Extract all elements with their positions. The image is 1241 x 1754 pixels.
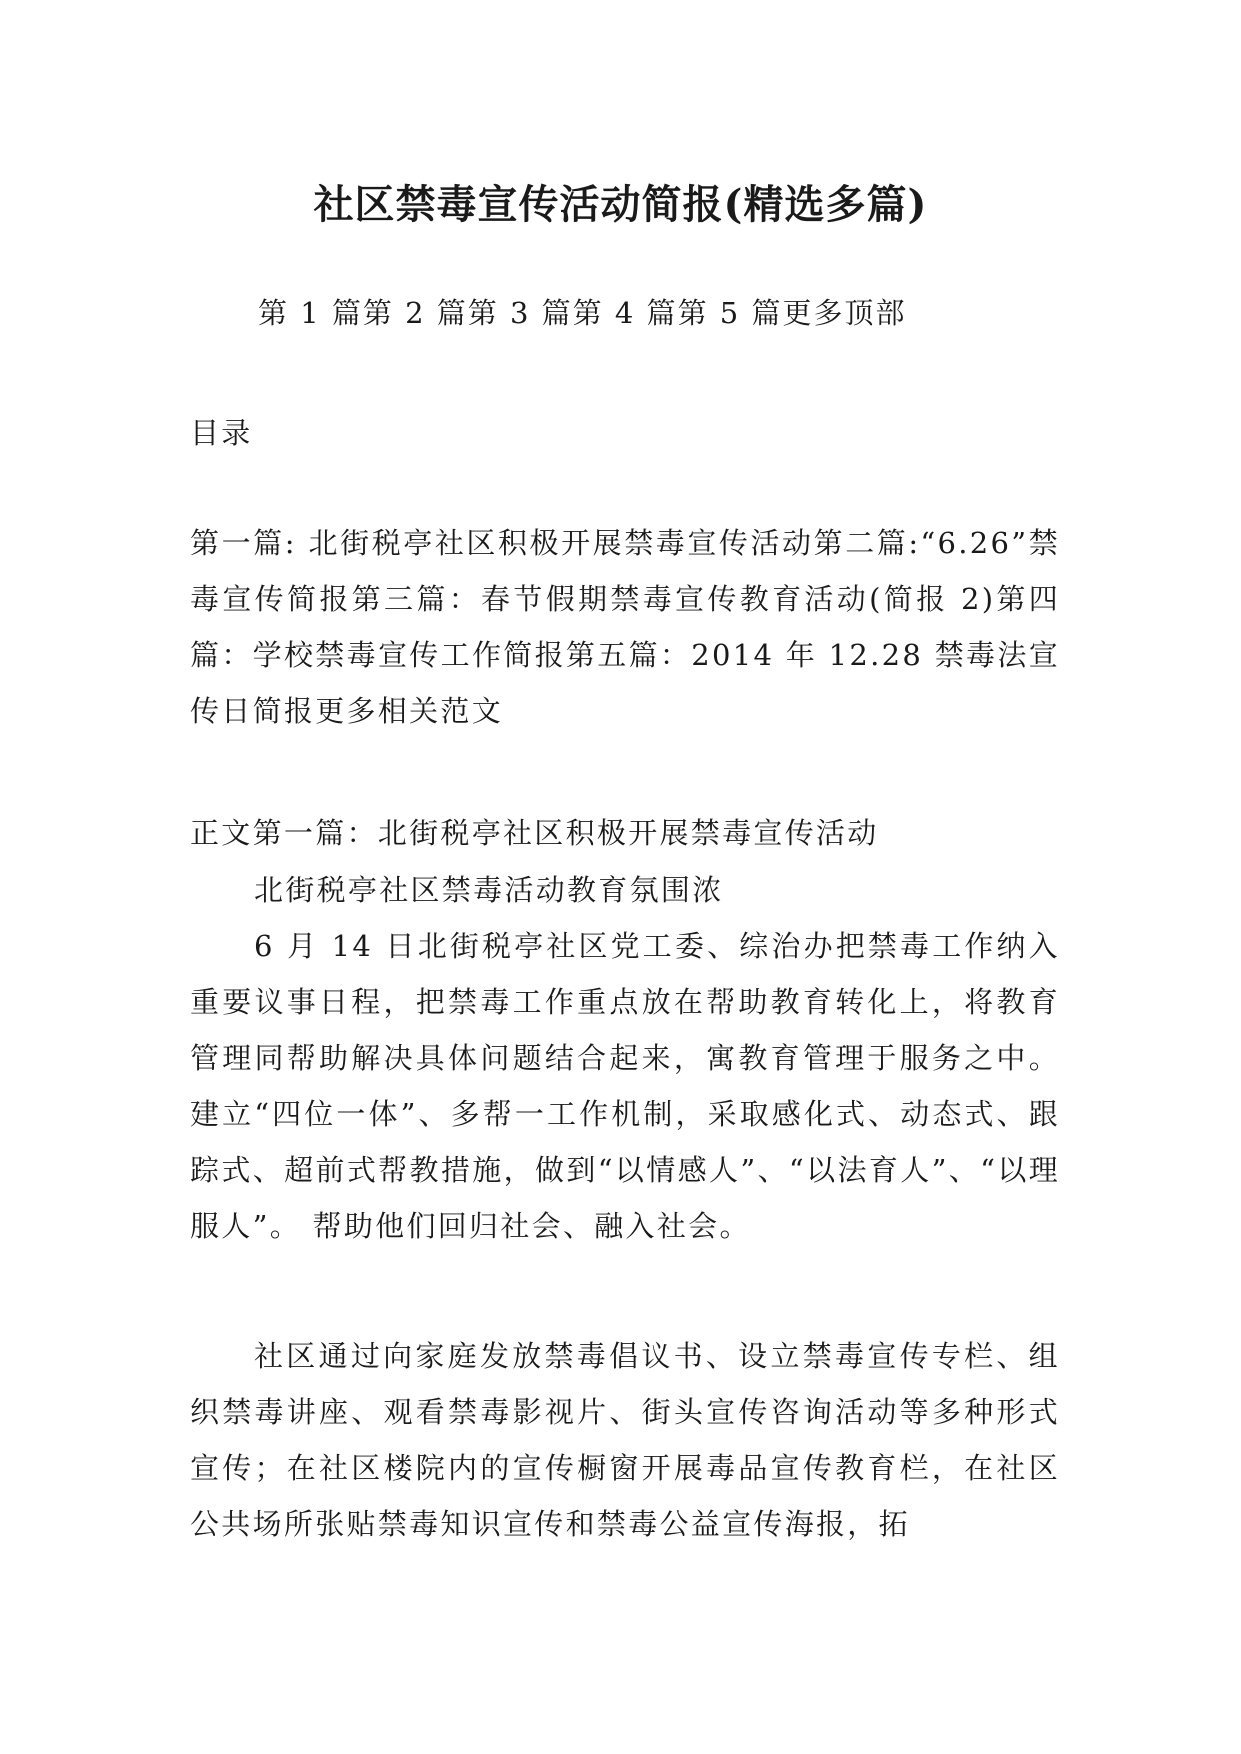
- chapter-nav: [258, 293, 906, 333]
- nav-link-top[interactable]: 顶部: [844, 296, 907, 330]
- article-subheading: 北街税亭社区禁毒活动教育氛围浓: [254, 873, 724, 907]
- nav-link-chapter-5[interactable]: 第 5 篇: [677, 296, 783, 330]
- toc-text: 第一篇: 北街税亭社区积极开展禁毒宣传活动第二篇:“6.26”禁毒宣传简报第三篇：春节假期禁毒宣传教育活动(简报 2)第四篇：学校禁毒宣传工作简报第五篇：2014 年 12.28 禁毒法宣传日简报更多相关范文: [190, 526, 1060, 728]
- body-paragraph-2: 社区通过向家庭发放禁毒倡议书、设立禁毒宣传专栏、组织禁毒讲座、观看禁毒影视片、街头宣传咨询活动等多种形式宣传；在社区楼院内的宣传橱窗开展毒品宣传教育栏，在社区公共场所张贴禁毒知识宣传和禁毒公益宣传海报，拓: [190, 1339, 1060, 1541]
- nav-link-chapter-4[interactable]: 第 4 篇: [572, 296, 678, 330]
- table-of-contents: [190, 515, 1060, 739]
- toc-heading: 目录: [190, 416, 253, 450]
- nav-link-more[interactable]: 更多: [782, 296, 845, 330]
- nav-link-chapter-3[interactable]: 第 3 篇: [467, 296, 573, 330]
- document-title: 社区禁毒宣传活动简报(精选多篇): [313, 180, 928, 228]
- nav-link-chapter-2[interactable]: 第 2 篇: [362, 296, 468, 330]
- nav-link-chapter-1[interactable]: 第 1 篇: [258, 296, 363, 330]
- body-paragraph-1: 6 月 14 日北街税亭社区党工委、综治办把禁毒工作纳入重要议事日程，把禁毒工作重点放在帮助教育转化上，将教育管理同帮助解决具体问题结合起来，寓教育管理于服务之中。建立“四位一体”、多帮一工作机制，采取感化式、动态式、跟踪式、超前式帮教措施，做到“以情感人”、“以法育人”、“以理服人”。 帮助他们回归社会、融入社会。: [190, 929, 1060, 1243]
- main-heading: 正文第一篇：北街税亭社区积极开展禁毒宣传活动: [190, 816, 879, 850]
